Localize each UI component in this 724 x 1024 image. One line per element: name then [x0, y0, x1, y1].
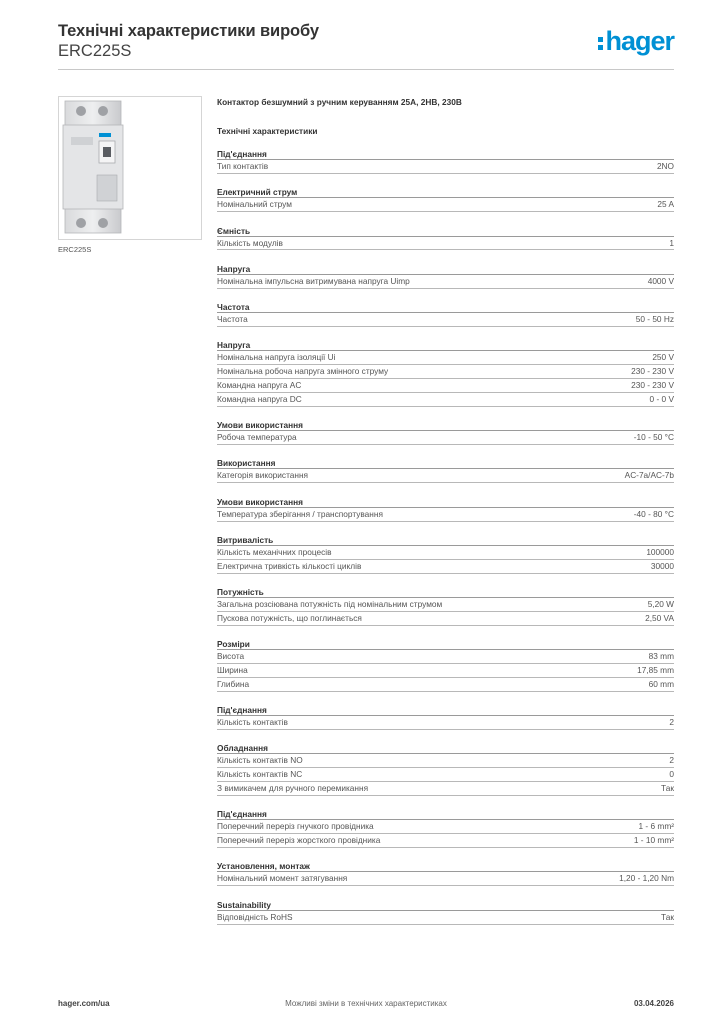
spec-row — [217, 237, 674, 251]
spec-value: 25 A — [657, 199, 674, 210]
spec-row — [217, 431, 674, 445]
spec-group — [217, 420, 674, 445]
spec-group — [217, 302, 674, 327]
spec-row — [217, 546, 674, 560]
spec-group — [217, 535, 674, 574]
spec-label: Поперечний переріз жорсткого провідника — [217, 835, 381, 846]
spec-group-title: Під'єднання — [217, 705, 674, 716]
spec-row — [217, 160, 674, 174]
spec-row — [217, 560, 674, 574]
spec-group — [217, 587, 674, 626]
spec-value: 83 mm — [648, 651, 674, 662]
spec-group-title: Під'єднання — [217, 149, 674, 160]
logo-dots-icon — [598, 37, 603, 50]
spec-row — [217, 716, 674, 730]
spec-group-title: Використання — [217, 458, 674, 469]
spec-row — [217, 678, 674, 692]
spec-row — [217, 351, 674, 365]
spec-label: Кількість контактів NC — [217, 769, 303, 780]
page-title: Технічні характеристики виробу — [58, 22, 319, 40]
spec-row — [217, 365, 674, 379]
spec-label: Номінальний момент затягування — [217, 873, 348, 884]
spec-label: Номінальна імпульсна витримувана напруга Uimp — [217, 275, 410, 286]
spec-label: Робоча температура — [217, 432, 297, 443]
spec-value: 0 — [669, 769, 674, 780]
spec-group-title: Обладнання — [217, 743, 674, 754]
spec-value: 2,50 VA — [645, 612, 674, 623]
spec-value: 250 V — [652, 352, 674, 363]
spec-group-title: Sustainability — [217, 900, 674, 911]
spec-group-title: Умови використання — [217, 420, 674, 431]
logo-text: hager — [605, 26, 674, 56]
spec-label: Температура зберігання / транспортування — [217, 508, 383, 519]
spec-row — [217, 313, 674, 327]
spec-label: З вимикачем для ручного перемикання — [217, 783, 369, 794]
spec-row — [217, 911, 674, 925]
spec-row — [217, 198, 674, 212]
section-heading: Технічні характеристики — [217, 126, 318, 136]
spec-group-title: Установлення, монтаж — [217, 861, 674, 872]
spec-row — [217, 598, 674, 612]
spec-value: -40 - 80 °C — [633, 508, 674, 519]
spec-label: Поперечний переріз гнучкого провідника — [217, 821, 374, 832]
spec-group — [217, 639, 674, 691]
spec-label: Номінальний струм — [217, 199, 292, 210]
spec-group — [217, 861, 674, 886]
spec-value: Так — [661, 783, 674, 794]
spec-label: Кількість модулів — [217, 237, 283, 248]
spec-group-title: Потужність — [217, 587, 674, 598]
contactor-device-icon — [59, 97, 201, 239]
spec-group-title: Під'єднання — [217, 809, 674, 820]
spec-value: 50 - 50 Hz — [635, 314, 674, 325]
spec-row — [217, 754, 674, 768]
spec-group-title: Розміри — [217, 639, 674, 650]
spec-row — [217, 508, 674, 522]
hager-logo — [598, 26, 674, 57]
spec-label: Кількість контактів NO — [217, 755, 303, 766]
spec-label: Командна напруга DC — [217, 393, 302, 404]
spec-value: 1 — [669, 237, 674, 248]
spec-value: -10 - 50 °C — [633, 432, 674, 443]
spec-group-title: Напруга — [217, 264, 674, 275]
spec-label: Пускова потужність, що поглинається — [217, 612, 362, 623]
spec-label: Загальна розсіювана потужність під номінальним струмом — [217, 599, 443, 610]
spec-value: 2 — [669, 755, 674, 766]
spec-label: Відповідність RoHS — [217, 911, 293, 922]
spec-row — [217, 834, 674, 848]
spec-label: Номінальна напруга ізоляції Ui — [217, 352, 336, 363]
spec-label: Тип контактів — [217, 161, 269, 171]
spec-row — [217, 872, 674, 886]
spec-label: Номінальна робоча напруга змінного струму — [217, 366, 389, 377]
header-divider — [58, 69, 674, 70]
image-caption: ERC225S — [58, 245, 92, 254]
spec-value: 100000 — [646, 547, 674, 558]
spec-value: 1,20 - 1,20 Nm — [619, 873, 674, 884]
spec-group-title: Ємність — [217, 226, 674, 237]
spec-value: 17,85 mm — [637, 665, 674, 676]
spec-group-title: Витривалість — [217, 535, 674, 546]
spec-group — [217, 226, 674, 251]
spec-row — [217, 820, 674, 834]
spec-label: Ширина — [217, 665, 248, 676]
spec-row — [217, 275, 674, 289]
footer-date: 03.04.2026 — [633, 999, 674, 1008]
footer-note: Можливі зміни в технічних характеристиках — [285, 999, 447, 1008]
spec-value: 0 - 0 V — [649, 393, 674, 404]
product-image — [58, 96, 202, 240]
spec-row — [217, 768, 674, 782]
spec-group — [217, 149, 674, 174]
product-code: ERC225S — [58, 42, 132, 60]
spec-label: Електрична тривкість кількості циклів — [217, 560, 362, 571]
spec-group — [217, 340, 674, 406]
spec-label: Частота — [217, 314, 248, 325]
spec-group — [217, 743, 674, 795]
spec-label: Висота — [217, 651, 245, 662]
spec-label: Кількість контактів — [217, 717, 288, 728]
spec-value: AC-7a/AC-7b — [624, 470, 674, 481]
spec-row — [217, 379, 674, 393]
spec-value: 230 - 230 V — [631, 380, 674, 391]
spec-group — [217, 705, 674, 730]
spec-value: 2NO — [656, 161, 674, 171]
spec-value: 30000 — [650, 560, 674, 571]
spec-group-title: Умови використання — [217, 497, 674, 508]
spec-value: 1 - 6 mm² — [638, 821, 674, 832]
spec-group — [217, 809, 674, 848]
footer-website: hager.com/ua — [58, 999, 110, 1008]
spec-group — [217, 264, 674, 289]
spec-group-title: Напруга — [217, 340, 674, 351]
spec-group — [217, 458, 674, 483]
spec-group-title: Частота — [217, 302, 674, 313]
spec-group — [217, 900, 674, 925]
spec-groups — [217, 149, 674, 925]
spec-value: 5,20 W — [647, 599, 674, 610]
spec-row — [217, 664, 674, 678]
spec-group — [217, 497, 674, 522]
spec-row — [217, 650, 674, 664]
spec-row — [217, 393, 674, 407]
spec-label: Кількість механічних процесів — [217, 547, 332, 558]
spec-label: Глибина — [217, 678, 250, 689]
spec-label: Категорія використання — [217, 470, 309, 481]
spec-value: 2 — [669, 717, 674, 728]
product-description: Контактор безшумний з ручним керуванням 25А, 2НВ, 230В — [217, 97, 462, 107]
specs-content — [217, 96, 674, 925]
spec-label: Командна напруга AC — [217, 380, 302, 391]
spec-row — [217, 612, 674, 626]
spec-row — [217, 782, 674, 796]
spec-value: 1 - 10 mm² — [633, 835, 674, 846]
spec-value: Так — [661, 911, 674, 922]
spec-value: 4000 V — [647, 275, 674, 286]
spec-value: 230 - 230 V — [631, 366, 674, 377]
spec-row — [217, 469, 674, 483]
spec-group — [217, 187, 674, 212]
spec-group-title: Електричний струм — [217, 187, 674, 198]
page-header — [58, 22, 674, 68]
spec-value: 60 mm — [648, 678, 674, 689]
